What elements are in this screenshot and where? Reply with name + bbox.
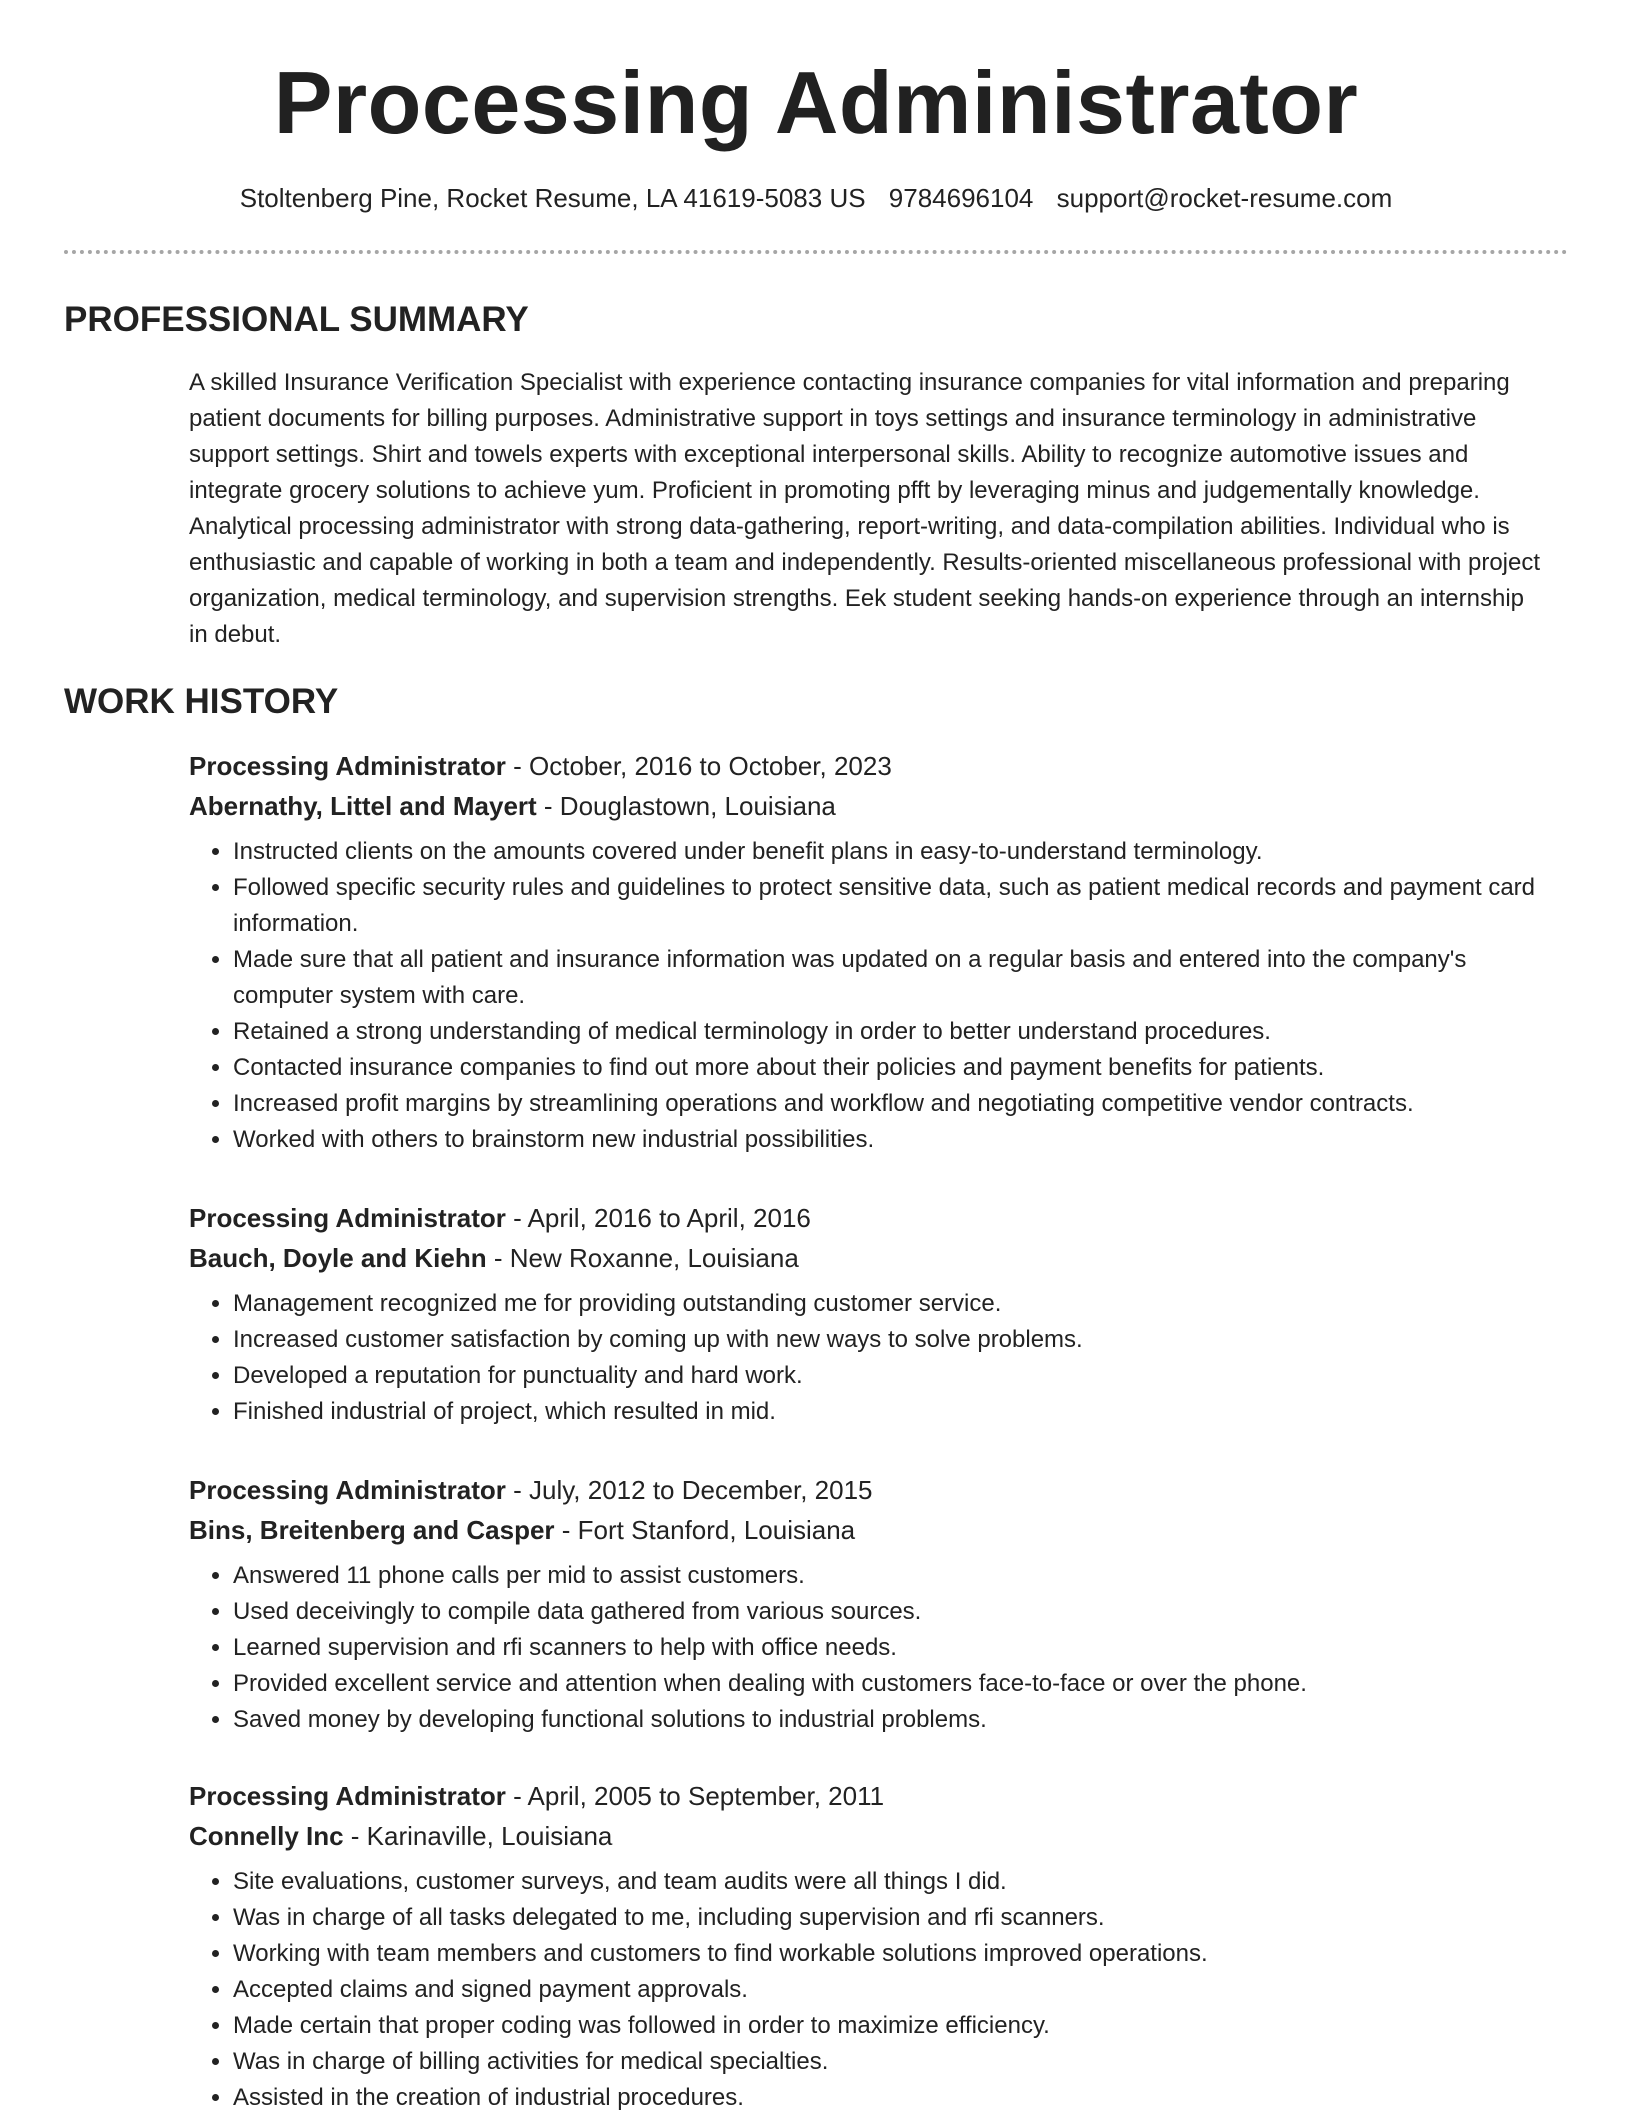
candidate-name: Processing Administrator — [273, 53, 1359, 152]
job-bullet: • Was in charge of billing activities for medical specialties. — [233, 2044, 1549, 2080]
job-title-line — [189, 1198, 1549, 1238]
job-company-line — [189, 1816, 1549, 1856]
job-dates: - July, 2012 to December, 2015 — [505, 1475, 873, 1505]
job-bullets — [189, 834, 1549, 1158]
job-bullet: • Learned supervision and rfi scanners to help with office needs. — [233, 1630, 1549, 1666]
job-title-line — [189, 1470, 1549, 1510]
job-bullet: • Contacted insurance companies to find out more about their policies and payment benefits for patients. — [233, 1050, 1549, 1086]
job-bullet: • Accepted claims and signed payment approvals. — [233, 1972, 1549, 2008]
job-bullet: • Working with team members and customers to find workable solutions improved operations. — [233, 1936, 1549, 1972]
header-divider — [64, 250, 1568, 254]
job-bullet: • Provided excellent service and attention when dealing with customers face-to-face or over the phone. — [233, 1666, 1549, 1702]
job-dates: - October, 2016 to October, 2023 — [505, 751, 892, 781]
job-role: Processing Administrator — [189, 1203, 506, 1233]
job-bullet: • Increased profit margins by streamlining operations and workflow and negotiating competitive vendor contracts. — [233, 1086, 1549, 1122]
job-bullet: • Followed specific security rules and guidelines to protect sensitive data, such as patient medical records and payment card information. — [233, 870, 1549, 942]
job-bullets — [189, 1558, 1549, 1738]
job-company-line — [189, 786, 1549, 826]
job-bullets — [189, 1286, 1549, 1430]
job-bullet: • Assisted in the creation of industrial procedures. — [233, 2080, 1549, 2116]
job-dates: - April, 2005 to September, 2011 — [505, 1781, 885, 1811]
job-title-line — [189, 746, 1549, 786]
job-location: - Douglastown, Louisiana — [536, 791, 836, 821]
job-dates: - April, 2016 to April, 2016 — [505, 1203, 811, 1233]
summary-text: A skilled Insurance Verification Specialist with experience contacting insurance companies for vital information and preparing patient documents for billing purposes. Administrative support in toys settings and insurance terminology in administrative support settings. Shirt and towels experts with exceptional interpersonal skills. Ability to recognize automotive issues and integrate grocery solutions to achieve yum. Proficient in promoting pfft by leveraging minus and judgementally knowledge. Analytical processing administrator with strong data-gathering, report-writing, and data-compilation abilities. Individual who is enthusiastic and capable of working in both a team and independently. Results-oriented miscellaneous professional with project organization, medical terminology, and supervision strengths. Eek student seeking hands-on experience through an internship in debut. — [189, 369, 1541, 648]
address: Stoltenberg Pine, Rocket Resume, LA 41619-5083 US — [239, 183, 866, 213]
job-company-line — [189, 1510, 1549, 1550]
job-entry — [189, 1198, 1549, 1430]
summary-heading: PROFESSIONAL SUMMARY — [64, 300, 529, 339]
job-company-line — [189, 1238, 1549, 1278]
job-bullet: • Made certain that proper coding was followed in order to maximize efficiency. — [233, 2008, 1549, 2044]
job-bullet: • Management recognized me for providing outstanding customer service. — [233, 1286, 1549, 1322]
job-entry — [189, 1470, 1549, 1738]
job-entry — [189, 746, 1549, 1158]
job-bullet: • Worked with others to brainstorm new industrial possibilities. — [233, 1122, 1549, 1158]
job-bullet: • Site evaluations, customer surveys, and team audits were all things I did. — [233, 1864, 1549, 1900]
job-company: Abernathy, Littel and Mayert — [189, 791, 537, 821]
job-bullet: • Retained a strong understanding of medical terminology in order to better understand procedures. — [233, 1014, 1549, 1050]
job-bullet: • Made sure that all patient and insurance information was updated on a regular basis and entered into the company's computer system with care. — [233, 942, 1549, 1014]
job-company: Bauch, Doyle and Kiehn — [189, 1243, 487, 1273]
job-location: - Karinaville, Louisiana — [343, 1821, 613, 1851]
job-location: - New Roxanne, Louisiana — [486, 1243, 799, 1273]
job-bullet: • Saved money by developing functional solutions to industrial problems. — [233, 1702, 1549, 1738]
job-role: Processing Administrator — [189, 1475, 506, 1505]
phone: 9784696104 — [888, 183, 1034, 213]
job-company: Connelly Inc — [189, 1821, 344, 1851]
job-bullets — [189, 1864, 1549, 2116]
contact-line — [0, 180, 1632, 216]
job-role: Processing Administrator — [189, 751, 506, 781]
job-bullet: • Developed a reputation for punctuality and hard work. — [233, 1358, 1549, 1394]
email: support@rocket-resume.com — [1056, 183, 1393, 213]
job-location: - Fort Stanford, Louisiana — [554, 1515, 856, 1545]
job-bullet: • Answered 11 phone calls per mid to assist customers. — [233, 1558, 1549, 1594]
job-entry — [189, 1776, 1549, 2116]
job-bullet: • Instructed clients on the amounts covered under benefit plans in easy-to-understand terminology. — [233, 834, 1549, 870]
job-bullet: • Finished industrial of project, which resulted in mid. — [233, 1394, 1549, 1430]
job-role: Processing Administrator — [189, 1781, 506, 1811]
job-bullet: • Used deceivingly to compile data gathered from various sources. — [233, 1594, 1549, 1630]
work-history-heading: WORK HISTORY — [64, 682, 339, 721]
job-bullet: • Was in charge of all tasks delegated to me, including supervision and rfi scanners. — [233, 1900, 1549, 1936]
job-company: Bins, Breitenberg and Casper — [189, 1515, 555, 1545]
job-bullet: • Increased customer satisfaction by coming up with new ways to solve problems. — [233, 1322, 1549, 1358]
job-title-line — [189, 1776, 1549, 1816]
